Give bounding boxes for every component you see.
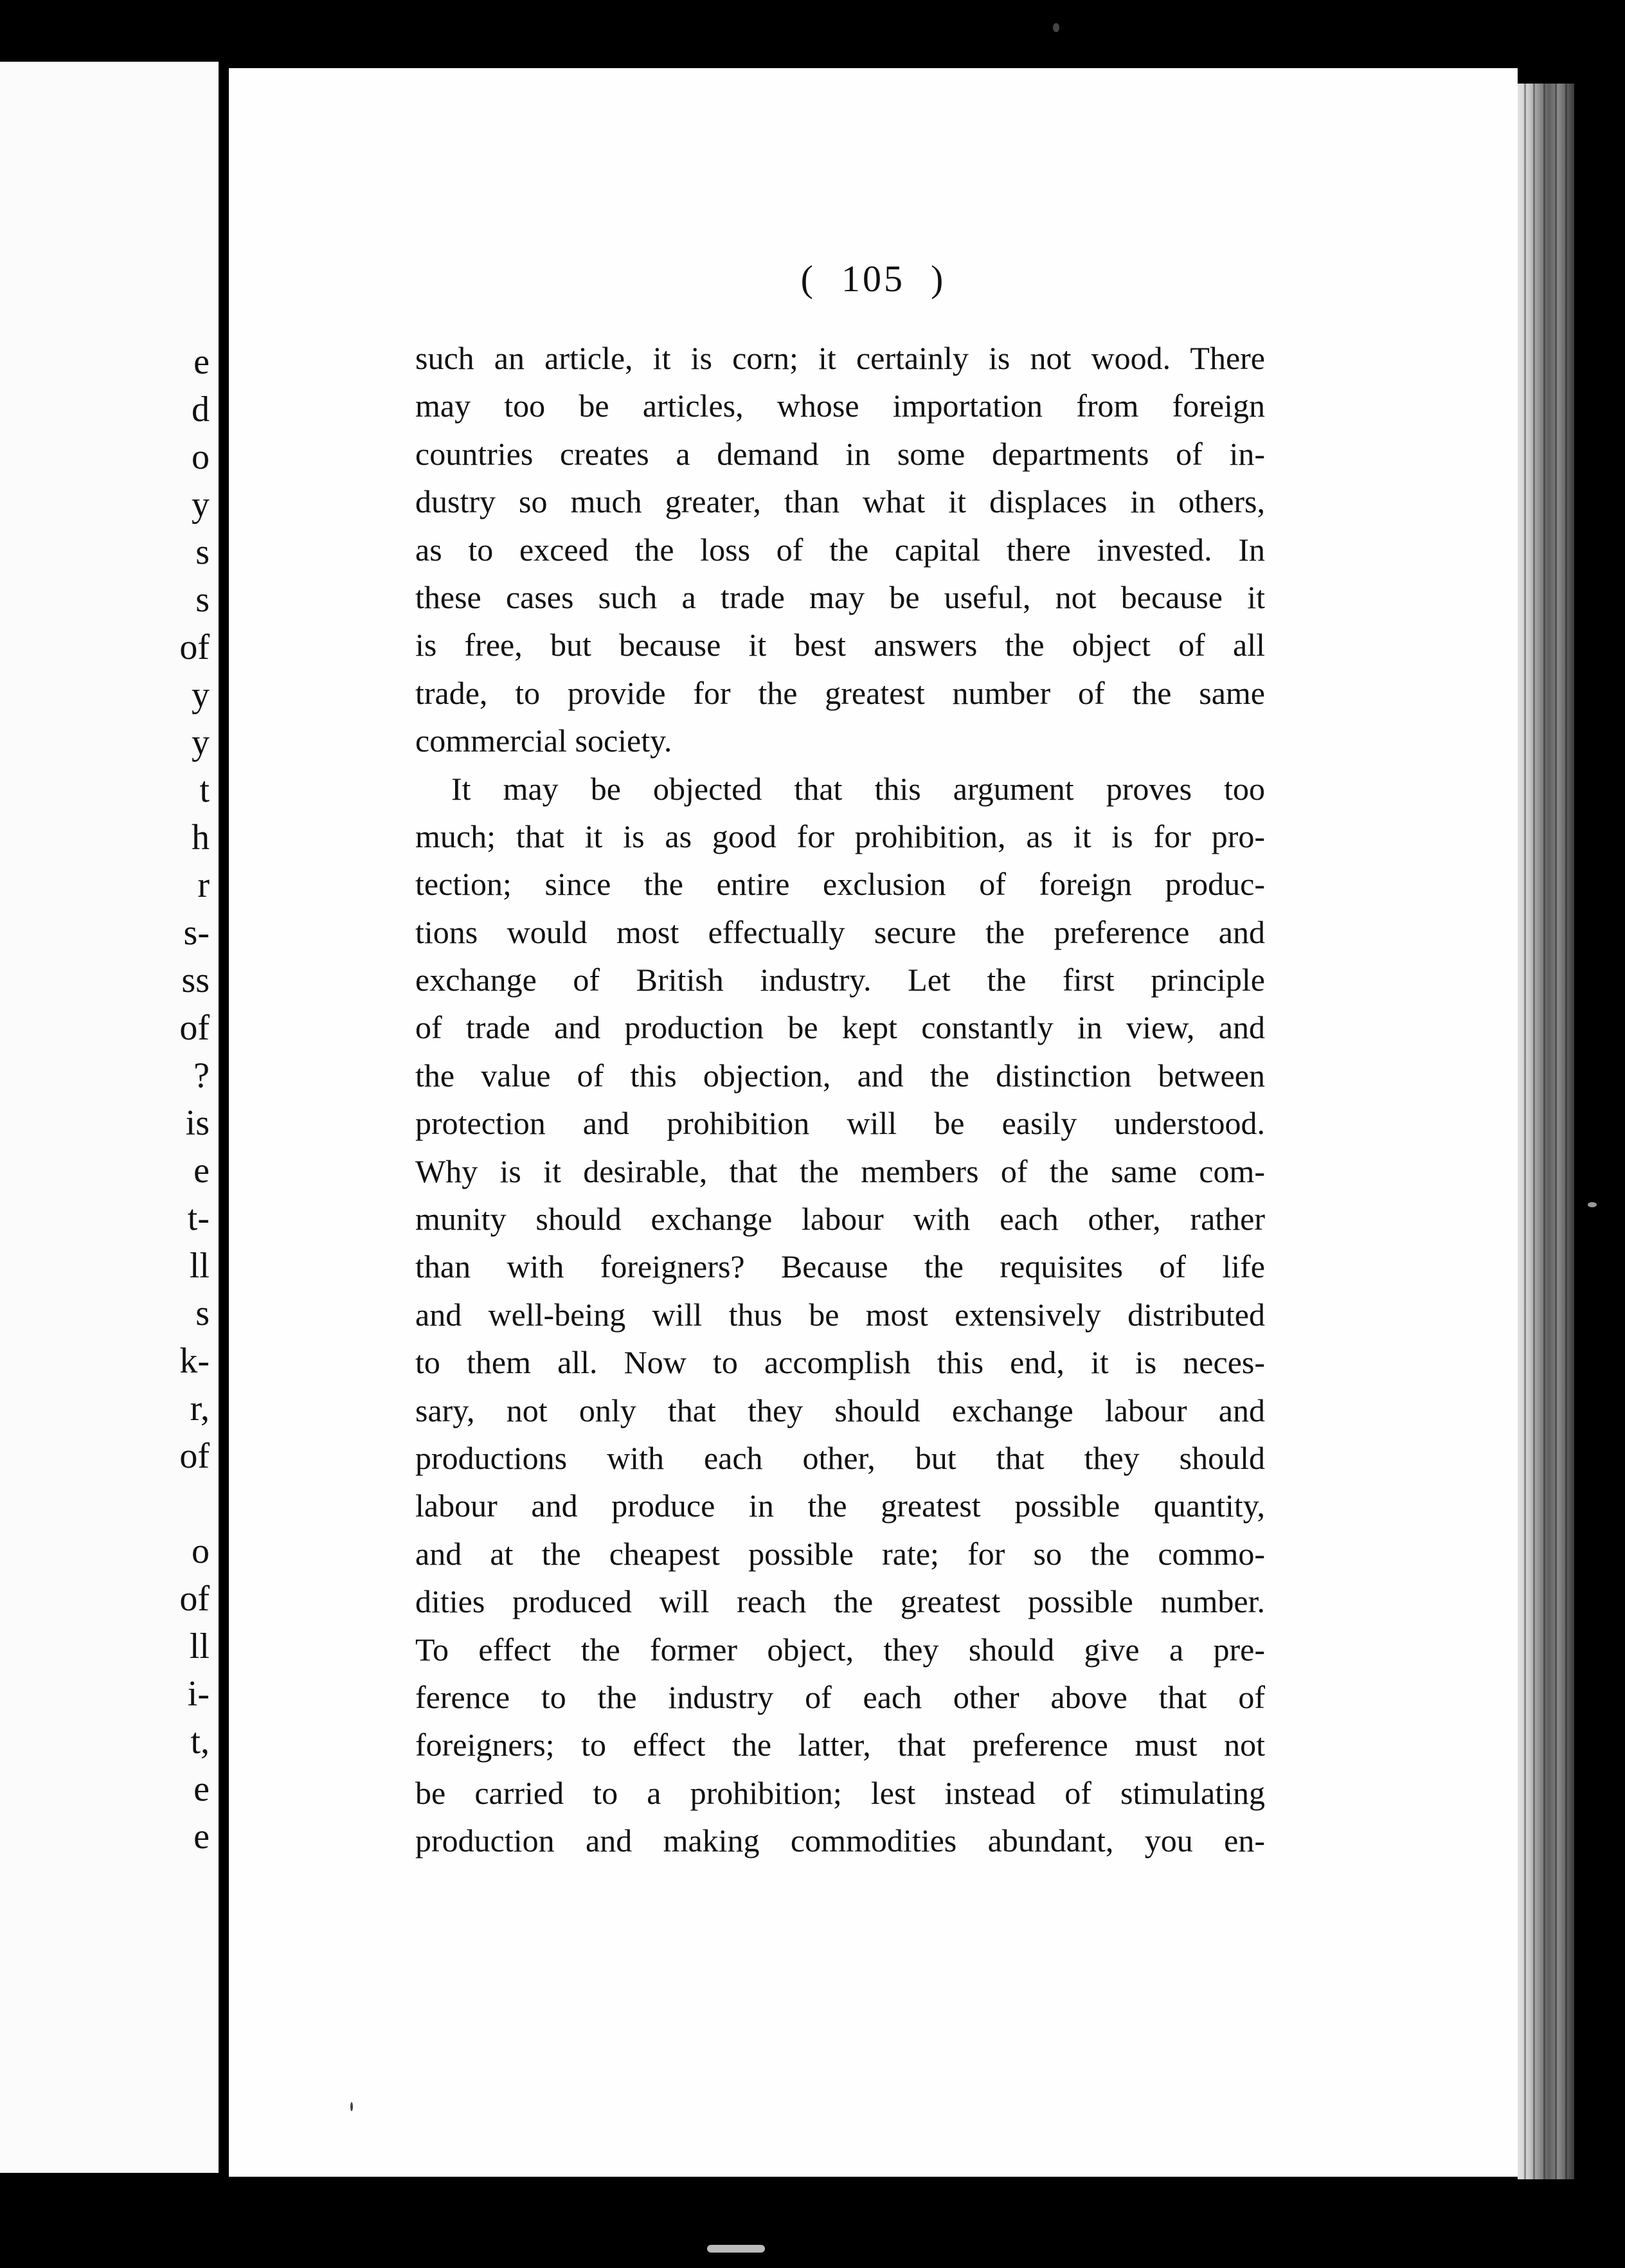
- left-page-letter: s-: [183, 913, 210, 953]
- text-line: foreigners; to effect the latter, that preference must not: [415, 1727, 1265, 1763]
- page-number-header: [229, 257, 1518, 300]
- left-page-letter: ll: [189, 1626, 210, 1666]
- left-page-letter: of: [179, 627, 210, 667]
- left-page-letter: i-: [187, 1674, 210, 1714]
- text-line: dustry so much greater, than what it displaces in others,: [415, 483, 1265, 520]
- left-page-letter: r,: [190, 1389, 210, 1428]
- body-text: [415, 334, 1265, 1865]
- left-page-letter: k-: [179, 1341, 210, 1381]
- left-page-letter: ss: [181, 960, 210, 1000]
- scan-speck: [707, 2245, 765, 2253]
- left-page-letter: [152, 1480, 210, 1527]
- scan-speck: [1588, 1202, 1597, 1207]
- left-page-letter: is: [185, 1103, 210, 1143]
- page-number: 105: [841, 258, 905, 300]
- text-line: and at the cheapest possible rate; for so the commo-: [415, 1535, 1265, 1572]
- left-page-letter: of: [179, 1579, 210, 1619]
- left-page-letter: e: [193, 1769, 210, 1809]
- text-line: tection; since the entire exclusion of foreign produc-: [415, 866, 1265, 903]
- left-page-cut-text: [152, 338, 210, 1860]
- text-line: Why is it desirable, that the members of the same com-: [415, 1153, 1265, 1189]
- left-page-letter: s: [195, 1293, 210, 1333]
- left-page-letter: t-: [187, 1198, 210, 1238]
- text-line: to them all. Now to accomplish this end, it is neces-: [415, 1344, 1265, 1381]
- left-page-letter: d: [192, 390, 210, 429]
- text-line: commercial society.: [415, 723, 672, 759]
- left-page-letter: y: [192, 675, 210, 715]
- scan-speck: [350, 2102, 353, 2111]
- text-line: To effect the former object, they should give a pre-: [415, 1631, 1265, 1668]
- text-line: of trade and production be kept constantly in view, and: [415, 1009, 1265, 1046]
- left-page-letter: ?: [193, 1056, 210, 1095]
- text-line: is free, but because it best answers the object of all: [415, 627, 1265, 663]
- left-page-letter: o: [192, 437, 210, 477]
- text-line: the value of this objection, and the distinction between: [415, 1057, 1265, 1094]
- text-line: such an article, it is corn; it certainly is not wood. There: [415, 340, 1265, 376]
- text-line: protection and prohibition will be easily understood.: [415, 1105, 1265, 1142]
- left-page-letter: y: [192, 485, 210, 525]
- left-page-letter: of: [179, 1436, 210, 1476]
- text-line: as to exceed the loss of the capital there invested. In: [415, 531, 1265, 568]
- text-line: tions would most effectually secure the preference and: [415, 914, 1265, 950]
- text-line: munity should exchange labour with each other, rather: [415, 1201, 1265, 1238]
- left-page-letter: s: [195, 532, 210, 572]
- text-line: dities produced will reach the greatest possible number.: [415, 1583, 1265, 1620]
- left-page-fragment: [0, 62, 219, 2173]
- left-page-letter: of: [179, 1008, 210, 1048]
- left-page-letter: r: [197, 865, 210, 905]
- left-page-letter: o: [192, 1531, 210, 1571]
- text-line: be carried to a prohibition; lest instead of stimulating: [415, 1774, 1265, 1811]
- text-line: productions with each other, but that they should: [415, 1439, 1265, 1476]
- close-paren: ): [931, 258, 946, 300]
- left-page-letter: y: [192, 723, 210, 762]
- book-page-edges: [1518, 84, 1574, 2179]
- text-line: countries creates a demand in some departments of in-: [415, 435, 1265, 472]
- text-line: ference to the industry of each other above that of: [415, 1679, 1265, 1715]
- text-line: production and making commodities abundant, you en-: [415, 1823, 1265, 1859]
- text-line: It may be objected that this argument proves too: [451, 770, 1265, 807]
- text-line: may too be articles, whose importation from foreign: [415, 388, 1265, 424]
- left-page-letter: e: [193, 342, 210, 382]
- text-line: trade, to provide for the greatest number of the same: [415, 674, 1265, 711]
- left-page-letter: e: [193, 1817, 210, 1857]
- text-line: sary, not only that they should exchange labour and: [415, 1392, 1265, 1428]
- text-line: much; that it is as good for prohibition, as it is for pro-: [415, 818, 1265, 854]
- open-paren: (: [800, 258, 816, 300]
- left-page-letter: t,: [190, 1722, 210, 1761]
- text-line: these cases such a trade may be useful, not because it: [415, 579, 1265, 615]
- text-line: than with foreigners? Because the requisites of life: [415, 1248, 1265, 1285]
- text-line: labour and produce in the greatest possible quantity,: [415, 1488, 1265, 1524]
- text-line: exchange of British industry. Let the first principle: [415, 962, 1265, 998]
- left-page-letter: t: [199, 770, 210, 810]
- left-page-letter: e: [193, 1151, 210, 1191]
- left-page-letter: s: [195, 580, 210, 620]
- left-page-letter: ll: [189, 1246, 210, 1286]
- left-page-letter: h: [192, 818, 210, 858]
- text-line: and well-being will thus be most extensively distributed: [415, 1296, 1265, 1333]
- scan-speck: [1053, 23, 1059, 32]
